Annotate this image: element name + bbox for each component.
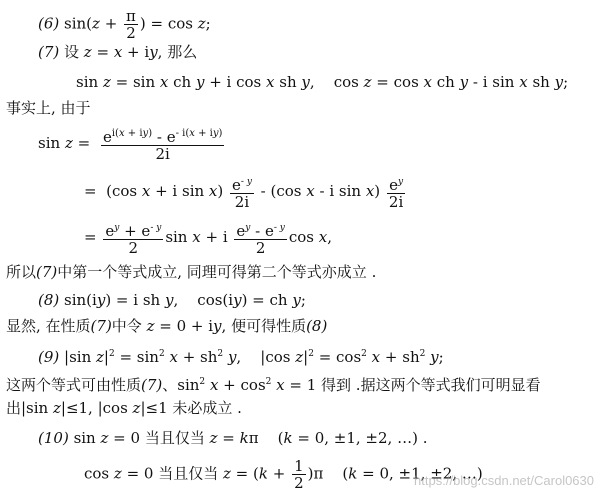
property-8-note: 显然, 在性质(7)中令 z = 0 + iy, 便可得性质(8) (6, 317, 328, 335)
proof-intro: 事实上, 由于 (6, 99, 91, 117)
proof-conclusion: 所以(7)中第一个等式成立, 同理可得第二个等式亦成立 . (6, 263, 377, 281)
property-10: (10) sin z = 0 当且仅当 z = kπ (k = 0, ±1, ±2, …) . (38, 429, 428, 447)
property-8: (8) sin(iy) = i sh y, cos(iy) = ch y; (38, 291, 306, 309)
watermark: https://blog.csdn.net/Carol0630 (414, 473, 594, 488)
property-7-formulas: sin z = sin x ch y + i cos x sh y, cos z = cos x ch y - i sin x sh y; (76, 73, 569, 91)
property-9-note-2: 出|sin z|≤1, |cos z|≤1 未必成立 . (6, 399, 242, 417)
property-10-cos: cos z = 0 当且仅当 z = (k + $\frac{1}{2}$ )π (k = 0, ±1, ±2, …) (84, 457, 483, 492)
property-9: (9) |sin $z|^2 = \sin^2 x + sh^2$ y, |cos $z|^2 = \cos^2 x + sh^2$ y; (38, 348, 444, 366)
proof-step-1: sin z = $\frac{e^{i(x + iy)} - e^{- i(x + iy)}}{2i}$ (38, 128, 223, 163)
proof-step-3: = $\frac{e^y + e^{- y}}{2}$ sin x + i $\frac{e^y - e^{- y}}{2}$ cos x, (84, 222, 333, 257)
property-6: (6) sin(z + $\frac{\pi}{2}$ ) = cos z; (38, 7, 211, 42)
property-7: (7) 设 z = x + iy, 那么 (38, 43, 198, 61)
property-9-note-1: 这两个等式可由性质(7)、$\sin^2 x + \cos^2 x = 1$ 得到 .据这两个等式我们可明显看 (6, 376, 541, 394)
proof-step-2: = (cos x + i sin x) $\frac{e^{- y}}{2i}$ - (cos x - i sin x) $\frac{e^y}{2i}$ (84, 176, 404, 211)
